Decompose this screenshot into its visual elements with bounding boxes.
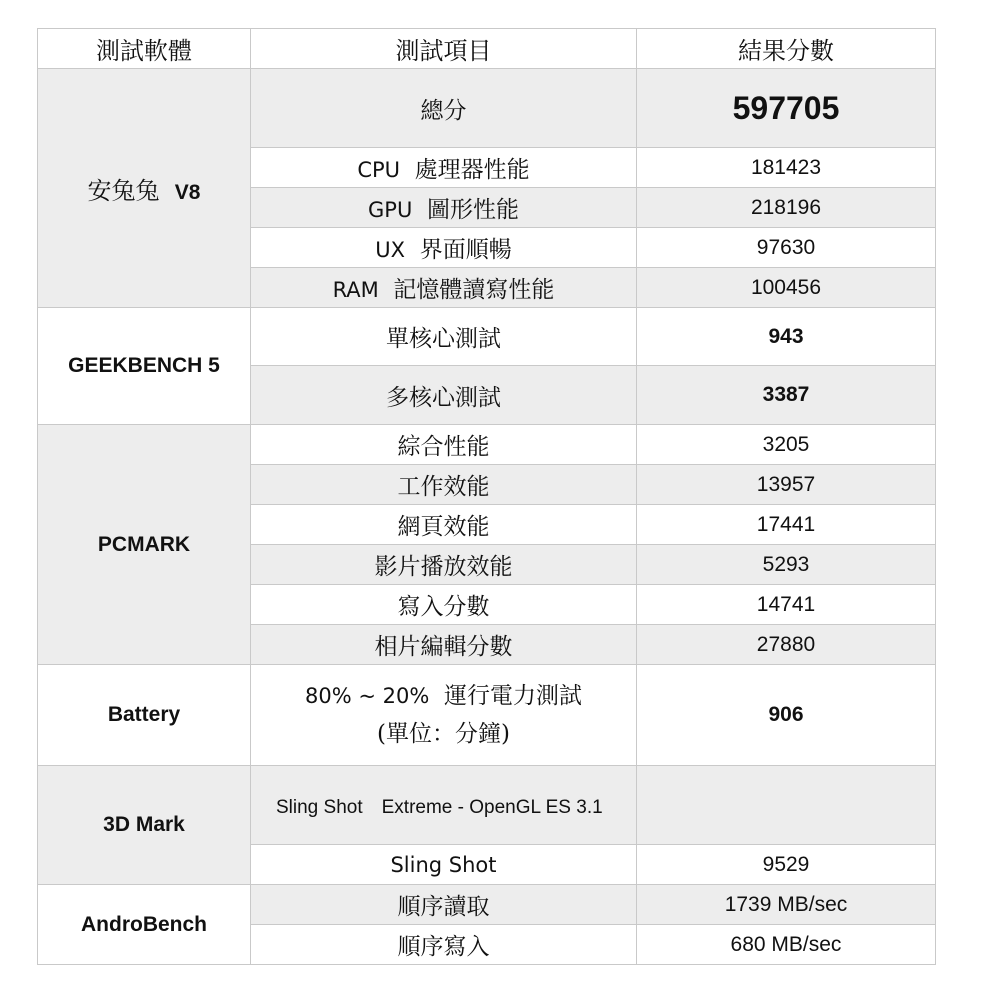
antutu-total-value: 597705 bbox=[637, 69, 936, 148]
geekbench-category: GEEKBENCH 5 bbox=[38, 308, 251, 425]
header-result: 結果分數 bbox=[637, 29, 936, 69]
geekbench-item-value: 943 bbox=[637, 308, 936, 366]
pcmark-item-label: 影片播放效能 bbox=[251, 545, 637, 585]
table-row bbox=[38, 766, 936, 845]
battery-item bbox=[251, 665, 637, 766]
antutu-item bbox=[251, 148, 637, 188]
threedmark-item-label: Sling Shot bbox=[251, 845, 637, 885]
benchmark-table bbox=[37, 28, 936, 965]
antutu-item bbox=[251, 228, 637, 268]
battery-item-unit: (單位：分鐘) bbox=[377, 721, 510, 747]
table-row bbox=[38, 425, 936, 465]
geekbench-item-label: 單核心測試 bbox=[251, 308, 637, 366]
geekbench-item-value: 3387 bbox=[637, 366, 936, 425]
battery-value: 906 bbox=[637, 665, 936, 766]
pcmark-item-value: 3205 bbox=[637, 425, 936, 465]
antutu-item-prefix: UX bbox=[375, 238, 406, 262]
header-row bbox=[38, 29, 936, 69]
pcmark-item-value: 27880 bbox=[637, 625, 936, 665]
pcmark-item-label: 寫入分數 bbox=[251, 585, 637, 625]
pcmark-item-value: 5293 bbox=[637, 545, 936, 585]
antutu-item-value: 100456 bbox=[637, 268, 936, 308]
pcmark-item-value: 14741 bbox=[637, 585, 936, 625]
androbench-category: AndroBench bbox=[38, 885, 251, 965]
table-row bbox=[38, 885, 936, 925]
antutu-item-prefix: CPU bbox=[357, 158, 401, 182]
table-row bbox=[38, 69, 936, 148]
antutu-total-label: 總分 bbox=[251, 69, 637, 148]
androbench-item-value: 680 MB/sec bbox=[637, 925, 936, 965]
threedmark-sub-label: Sling Shot Extreme - OpenGL ES 3.1 bbox=[251, 766, 637, 845]
battery-category: Battery bbox=[38, 665, 251, 766]
antutu-item-label: 圖形性能 bbox=[426, 197, 519, 223]
pcmark-item-label: 網頁效能 bbox=[251, 505, 637, 545]
antutu-item bbox=[251, 188, 637, 228]
antutu-item-value: 97630 bbox=[637, 228, 936, 268]
androbench-item-label: 順序讀取 bbox=[251, 885, 637, 925]
antutu-version: V8 bbox=[174, 180, 201, 204]
antutu-item-label: 記憶體讀寫性能 bbox=[393, 277, 555, 303]
pcmark-item-value: 17441 bbox=[637, 505, 936, 545]
header-software: 測試軟體 bbox=[38, 29, 251, 69]
battery-item-label: 運行電力測試 bbox=[443, 683, 582, 709]
threedmark-sub-value bbox=[637, 766, 936, 845]
table-row bbox=[38, 308, 936, 366]
antutu-item-label: 處理器性能 bbox=[414, 157, 530, 183]
pcmark-item-label: 相片編輯分數 bbox=[251, 625, 637, 665]
pcmark-item-value: 13957 bbox=[637, 465, 936, 505]
header-item: 測試項目 bbox=[251, 29, 637, 69]
antutu-item-value: 181423 bbox=[637, 148, 936, 188]
pcmark-item-label: 工作效能 bbox=[251, 465, 637, 505]
pcmark-category: PCMARK bbox=[38, 425, 251, 665]
antutu-item-value: 218196 bbox=[637, 188, 936, 228]
antutu-item bbox=[251, 268, 637, 308]
threedmark-item-value: 9529 bbox=[637, 845, 936, 885]
antutu-item-label: 界面順暢 bbox=[419, 237, 512, 263]
table-row bbox=[38, 665, 936, 766]
androbench-item-label: 順序寫入 bbox=[251, 925, 637, 965]
battery-item-prefix: 80% ~ 20% bbox=[305, 684, 430, 708]
geekbench-item-label: 多核心測試 bbox=[251, 366, 637, 425]
antutu-item-prefix: GPU bbox=[368, 198, 413, 222]
antutu-item-prefix: RAM bbox=[332, 278, 379, 302]
antutu-category bbox=[38, 69, 251, 308]
pcmark-item-label: 綜合性能 bbox=[251, 425, 637, 465]
antutu-name: 安兔兔 bbox=[87, 176, 160, 205]
androbench-item-value: 1739 MB/sec bbox=[637, 885, 936, 925]
threedmark-category: 3D Mark bbox=[38, 766, 251, 885]
